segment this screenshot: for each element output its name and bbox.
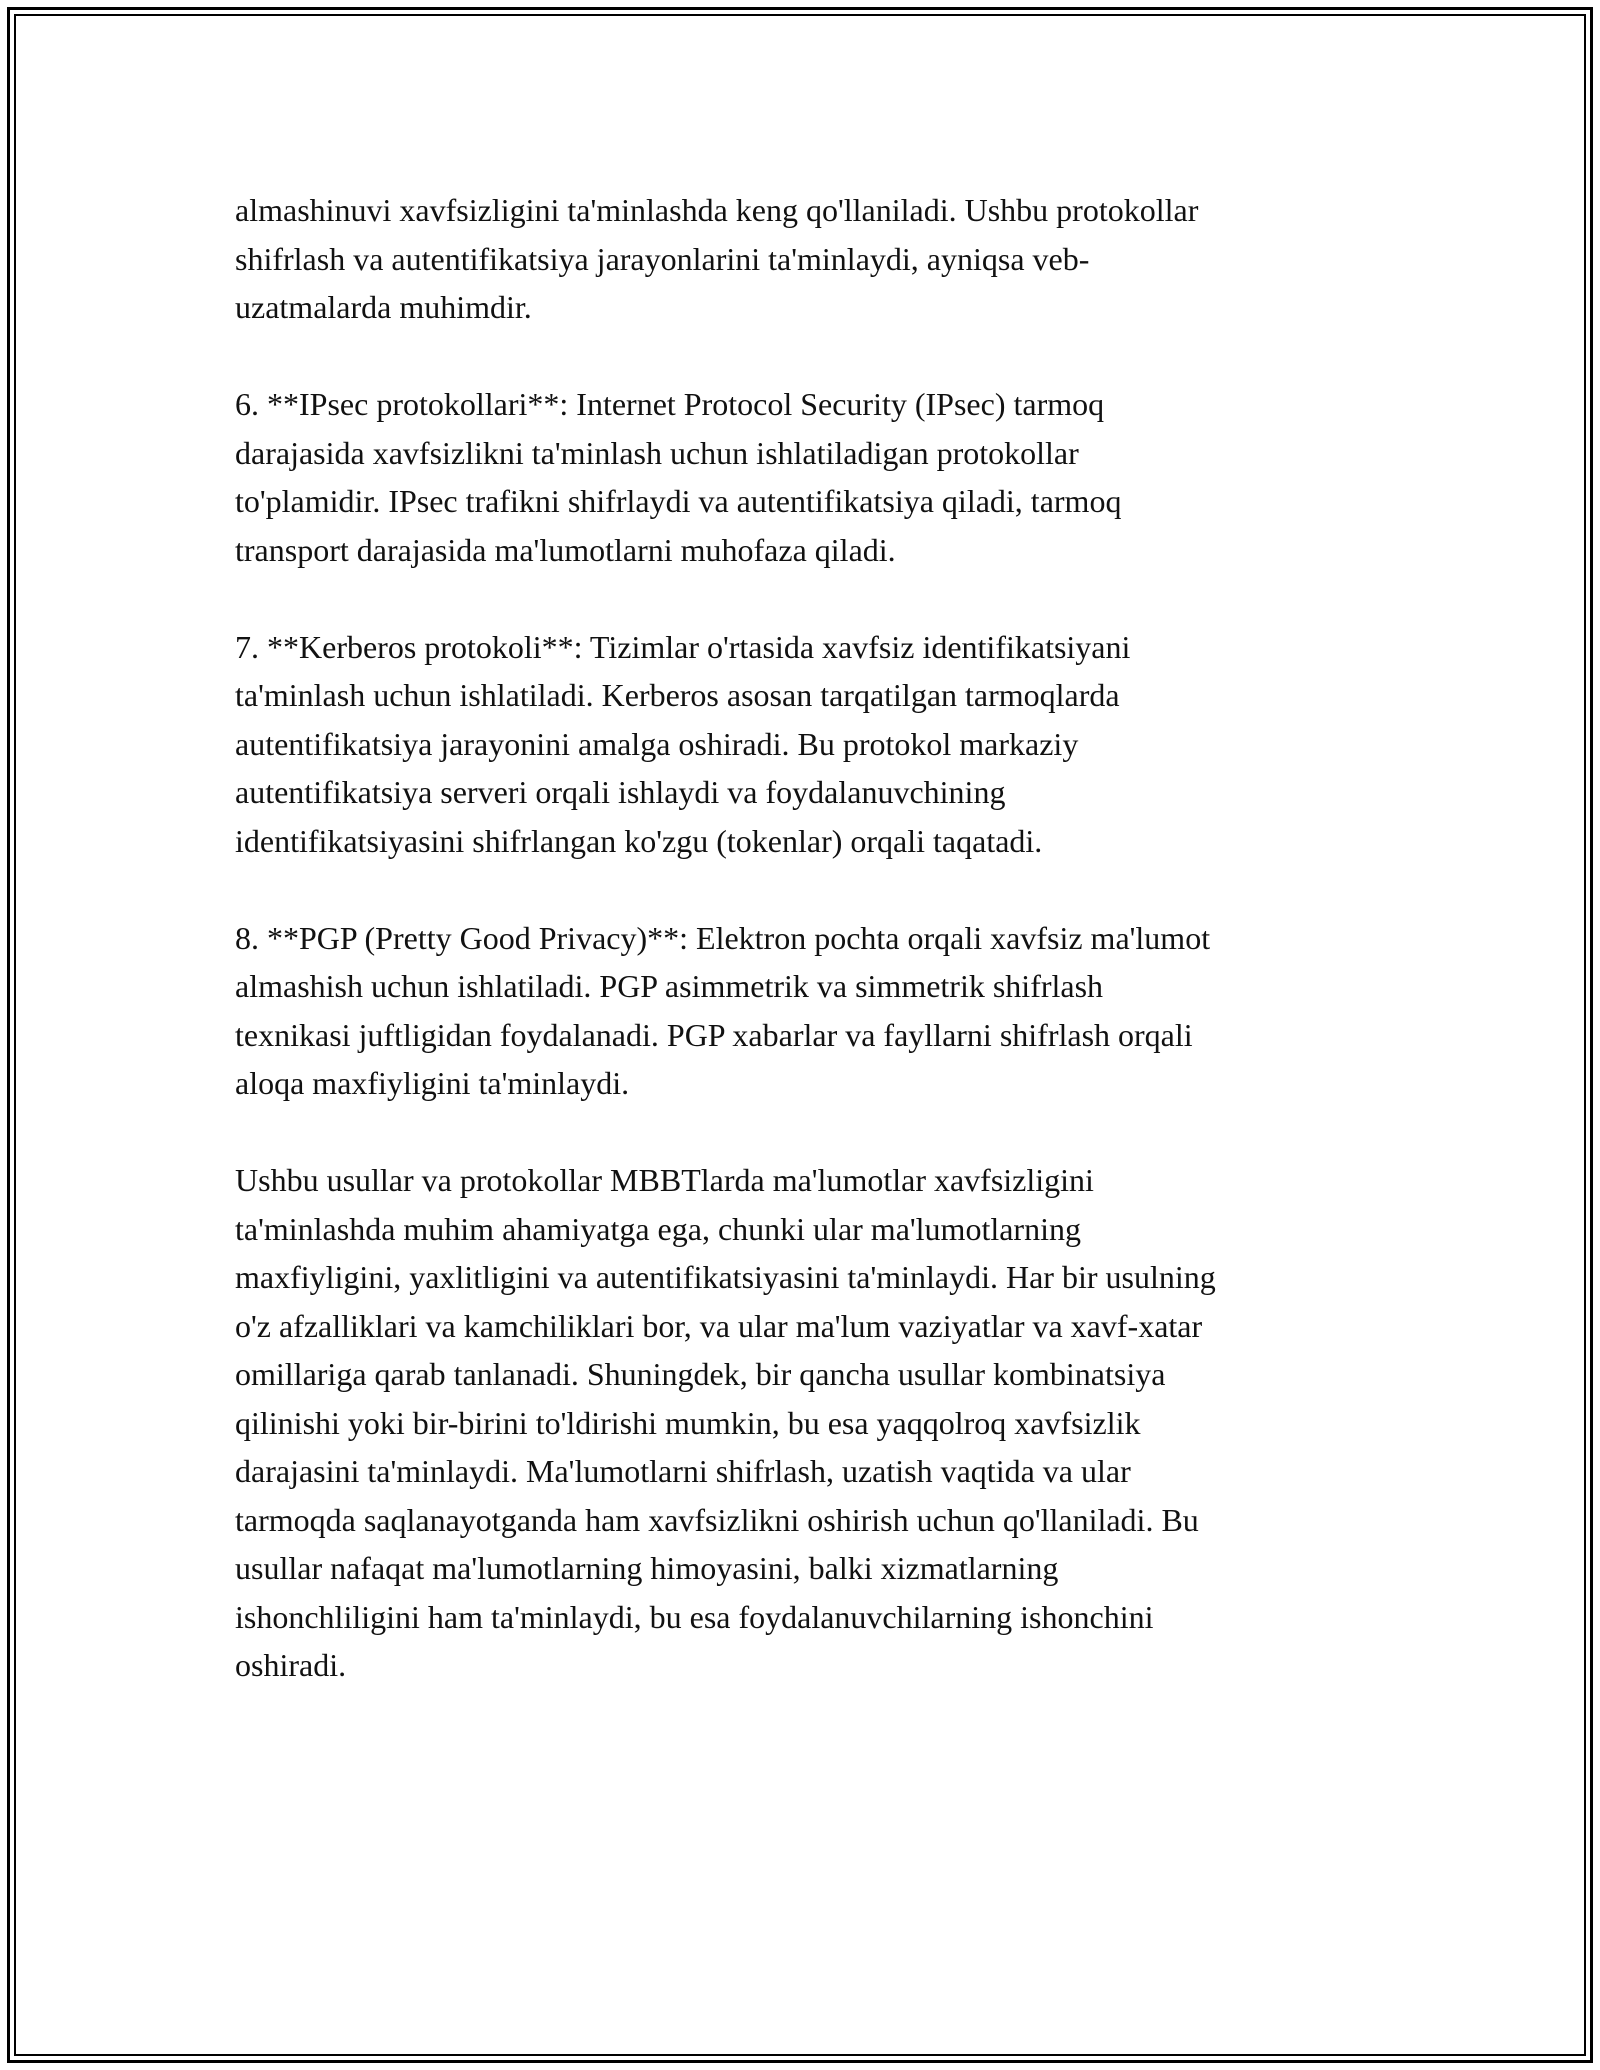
text-line: ta'minlashda muhim ahamiyatga ega, chunki ular ma'lumotlarning	[235, 1210, 1081, 1247]
text-line: usullar nafaqat ma'lumotlarning himoyasini, balki xizmatlarning	[235, 1550, 1059, 1586]
text-line: maxfiyligini, yaxlitligini va autentifikatsiyasini ta'minlaydi. Har bir usulning	[235, 1259, 1216, 1295]
text-line: autentifikatsiya serveri orqali ishlaydi va foydalanuvchining	[235, 774, 1006, 810]
text-line: 6. **IPsec protokollari**: Internet Protocol Security (IPsec) tarmoq	[235, 386, 1105, 422]
text-line: ta'minlash uchun ishlatiladi. Kerberos asosan tarqatilgan tarmoqlarda	[235, 677, 1120, 713]
text-line: aloqa maxfiyligini ta'minlaydi.	[235, 1065, 630, 1101]
text-line: transport darajasida ma'lumotlarni muhofaza qiladi.	[235, 531, 896, 568]
paragraph-kerberos	[235, 623, 1385, 866]
text-line: shifrlash va autentifikatsiya jarayonlarini ta'minlaydi, ayniqsa veb-	[235, 240, 1090, 277]
text-line: uzatmalarda muhimdir.	[235, 289, 532, 325]
document-body	[235, 186, 1385, 1690]
paragraph-pgp	[235, 914, 1385, 1108]
text-line: 7. **Kerberos protokoli**: Tizimlar o'rtasida xavfsiz identifikatsiyani	[235, 628, 1131, 665]
text-line: almashinuvi xavfsizligini ta'minlashda keng qo'llaniladi. Ushbu protokollar	[235, 192, 1199, 228]
paragraph-conclusion	[235, 1156, 1385, 1690]
text-line: identifikatsiyasini shifrlangan ko'zgu (tokenlar) orqali taqatadi.	[235, 822, 1043, 859]
text-line: 8. **PGP (Pretty Good Privacy)**: Elektron pochta orqali xavfsiz ma'lumot	[235, 919, 1211, 956]
text-line: o'z afzalliklari va kamchiliklari bor, va ular ma'lum vaziyatlar va xavf-xatar	[235, 1307, 1203, 1344]
text-line: omillariga qarab tanlanadi. Shuningdek, bir qancha usullar kombinatsiya	[235, 1356, 1166, 1392]
text-line: darajasida xavfsizlikni ta'minlash uchun ishlatiladigan protokollar	[235, 434, 1079, 471]
text-line: tarmoqda saqlanayotganda ham xavfsizlikni oshirish uchun qo'llaniladi. Bu	[235, 1501, 1199, 1538]
text-line: texnikasi juftligidan foydalanadi. PGP xabarlar va fayllarni shifrlash orqali	[235, 1016, 1193, 1053]
text-line: autentifikatsiya jarayonini amalga oshiradi. Bu protokol markaziy	[235, 725, 1079, 762]
text-line: ishonchliligini ham ta'minlaydi, bu esa foydalanuvchilarning ishonchini	[235, 1598, 1154, 1635]
paragraph-intro-continuation	[235, 186, 1385, 332]
text-line: oshiradi.	[235, 1647, 347, 1683]
text-line: Ushbu usullar va protokollar MBBTlarda ma'lumotlar xavfsizligini	[235, 1162, 1094, 1198]
paragraph-ipsec	[235, 380, 1385, 574]
text-line: qilinishi yoki bir-birini to'ldirishi mumkin, bu esa yaqqolroq xavfsizlik	[235, 1404, 1141, 1441]
text-line: to'plamidir. IPsec trafikni shifrlaydi va autentifikatsiya qiladi, tarmoq	[235, 483, 1122, 519]
text-line: almashish uchun ishlatiladi. PGP asimmetrik va simmetrik shifrlash	[235, 968, 1104, 1004]
text-line: darajasini ta'minlaydi. Ma'lumotlarni shifrlash, uzatish vaqtida va ular	[235, 1453, 1131, 1489]
